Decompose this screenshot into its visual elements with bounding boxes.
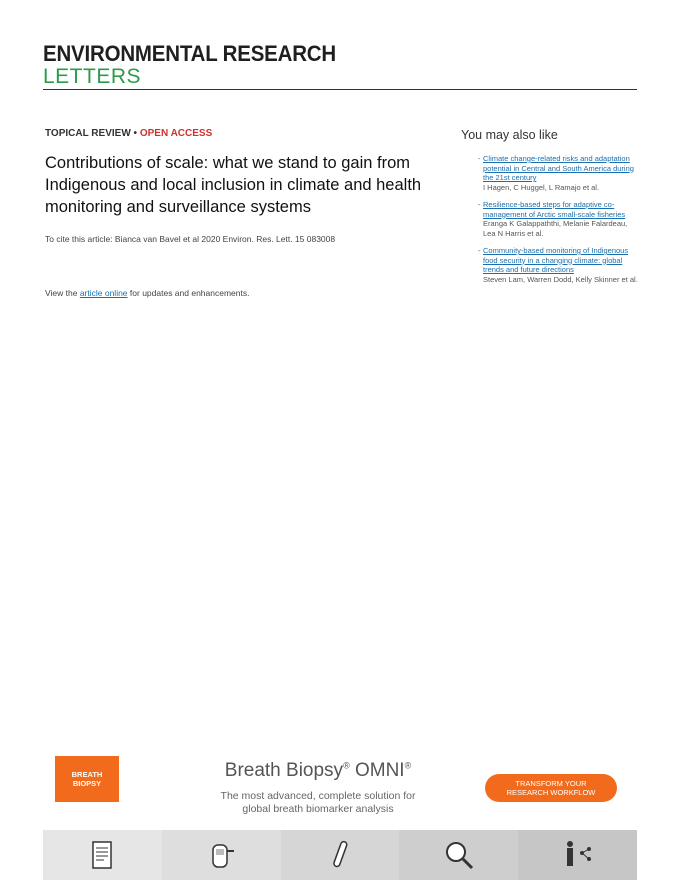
breath-biopsy-logo [55,756,119,802]
related-article-link[interactable]: Climate change-related risks and adaptation potential in Central and South America during the 21st century [483,154,634,182]
ad-title-text: Breath Biopsy [224,760,344,781]
breath-collector-icon [203,837,239,873]
article-online-link[interactable]: article online [79,288,128,298]
article-title: Contributions of scale: what we stand to gain from Indigenous and local inclusion in climate and health monitoring and surveillance systems [45,154,422,216]
cta-line1: TRANSFORM YOUR [515,779,587,788]
view-suffix: for updates and enhancements. [127,288,250,298]
related-article-link[interactable]: Community-based monitoring of Indigenous food security in a changing climate: global trends and future directions [483,246,629,274]
related-dash: - [478,200,481,209]
related-article [461,246,641,284]
logo-line2: BIOPSY [72,779,102,788]
step-2 [162,830,281,880]
ad-title-suffix: OMNI [349,760,405,781]
article-section-label [45,128,212,139]
related-article [461,200,641,238]
step-1 [43,830,162,880]
transform-workflow-button[interactable] [485,774,617,802]
you-may-also-like-panel [461,128,641,292]
step-5 [518,830,637,880]
step-3 [281,830,400,880]
cta-line2: RESEARCH WORKFLOW [506,788,596,797]
view-prefix: View the [45,288,80,298]
ad-subtitle-line1: The most advanced, complete solution for [220,790,416,802]
related-dash: - [478,154,481,163]
ad-title [193,760,443,782]
ad-subtitle-line2: global breath biomarker analysis [242,803,394,815]
document-icon [84,837,120,873]
journal-masthead[interactable] [43,42,637,90]
section-separator: • [130,128,140,139]
related-article [461,154,641,192]
ad-subtitle [193,790,443,816]
journal-name: ENVIRONMENTAL RESEARCH [43,41,336,66]
related-dash: - [478,246,481,255]
ad-banner[interactable] [43,748,637,880]
open-access-badge: OPEN ACCESS [139,128,213,139]
test-tube-icon [322,837,358,873]
related-article-link[interactable]: Resilience-based steps for adaptive co-management of Arctic small-scale fisheries [483,200,626,219]
also-like-heading: You may also like [461,128,558,142]
journal-subname: LETTERS [43,65,142,88]
step-4 [399,830,518,880]
person-analysis-icon [560,837,596,873]
related-article-authors: I Hagen, C Huggel, L Ramajo et al. [483,182,600,192]
registered-mark: ® [404,760,412,771]
related-article-authors: Eranga K Galappaththi, Melanie Falardeau, Lea N Harris et al. [483,219,628,238]
registered-mark: ® [343,760,350,771]
view-online-line [45,288,249,298]
section-type: TOPICAL REVIEW [45,128,131,139]
magnifier-icon [441,837,477,873]
citation-line: To cite this article: Bianca van Bavel et al 2020 Environ. Res. Lett. 15 083008 [45,234,336,244]
related-article-authors: Steven Lam, Warren Dodd, Kelly Skinner et al. [483,274,638,284]
workflow-steps [43,830,637,880]
logo-line1: BREATH [71,770,103,779]
